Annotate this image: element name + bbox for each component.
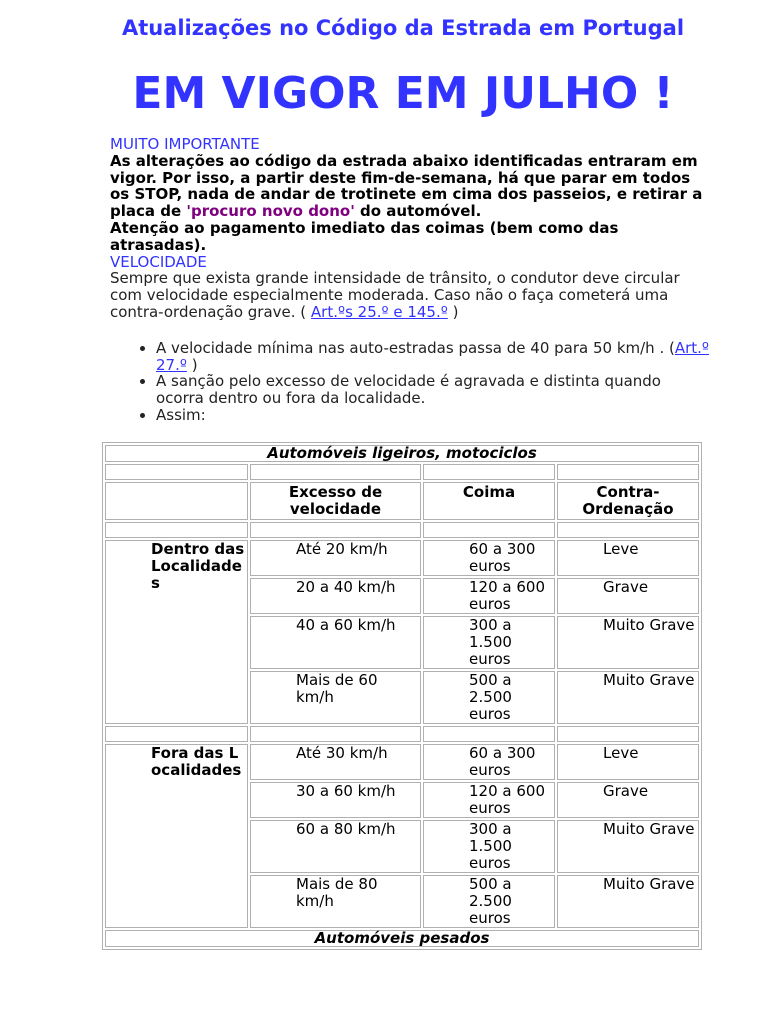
list-item (156, 340, 710, 374)
empty-cell (557, 726, 699, 742)
cell-coima: 60 a 300 euros (423, 744, 555, 780)
cell-excesso: Até 30 km/h (250, 744, 421, 780)
column-header-ordenacao: Contra-Ordenação (557, 482, 699, 520)
cell-excesso: Mais de 80 km/h (250, 875, 421, 928)
region-label-fora: Fora das Localidades (105, 744, 248, 928)
list-item: • Assim: (156, 407, 710, 424)
velocidade-list (110, 340, 710, 424)
cell-excesso: Até 20 km/h (250, 540, 421, 576)
bullet1-text: A velocidade mínima nas auto-estradas passa de 40 para 50 km/h . ( (156, 338, 675, 357)
intro-quote: 'procuro novo dono' (186, 202, 355, 221)
article-link-25-145[interactable]: Art.ºs 25.º e 145.º (310, 302, 448, 321)
table-row (105, 540, 699, 576)
empty-cell (250, 464, 421, 480)
speed-fines-table (102, 442, 702, 950)
page-subtitle: Atualizações no Código da Estrada em Portugal (121, 16, 685, 40)
article-body (110, 136, 710, 424)
empty-cell (557, 464, 699, 480)
velocidade-heading: VELOCIDADE (110, 252, 207, 271)
intro-text-after-quote: do automóvel. (354, 202, 482, 221)
list-item: • A sanção pelo excesso de velocidade é agravada e distinta quando ocorra dentro ou fora da localidade. (156, 373, 710, 407)
empty-cell (423, 464, 555, 480)
empty-cell (105, 464, 248, 480)
cell-excesso: 60 a 80 km/h (250, 820, 421, 873)
cell-ordenacao: Grave (557, 782, 699, 818)
intro-paragraph-2: Atenção ao pagamento imediato das coimas (bem como das atrasadas). (110, 218, 619, 254)
page-headline: EM VIGOR EM JULHO ! (132, 68, 674, 119)
cell-ordenacao: Muito Grave (557, 671, 699, 724)
bullet1-after: ) (186, 355, 198, 374)
empty-cell (105, 726, 248, 742)
article-link-27[interactable]: Art.º 27.º (156, 338, 710, 374)
empty-cell (423, 522, 555, 538)
region-label-dentro: Dentro das Localidades (105, 540, 248, 724)
cell-ordenacao: Muito Grave (557, 616, 699, 669)
cell-excesso: 40 a 60 km/h (250, 616, 421, 669)
table-title: Automóveis ligeiros, motociclos (105, 445, 699, 462)
empty-cell (250, 726, 421, 742)
empty-cell (105, 482, 248, 520)
cell-excesso: 20 a 40 km/h (250, 578, 421, 614)
empty-cell (105, 522, 248, 538)
cell-ordenacao: Leve (557, 540, 699, 576)
cell-coima: 500 a 2.500 euros (423, 671, 555, 724)
velocidade-text-end: ) (447, 302, 459, 321)
cell-coima: 500 a 2.500 euros (423, 875, 555, 928)
cell-coima: 60 a 300 euros (423, 540, 555, 576)
empty-cell (250, 522, 421, 538)
cell-ordenacao: Muito Grave (557, 875, 699, 928)
cell-coima: 300 a 1.500 euros (423, 820, 555, 873)
cell-coima: 120 a 600 euros (423, 578, 555, 614)
table-row (105, 744, 699, 780)
cell-excesso: Mais de 60 km/h (250, 671, 421, 724)
cell-ordenacao: Leve (557, 744, 699, 780)
intro-text-before-quote: As alterações ao código da estrada abaixo identificadas entraram em vigor. Por isso, a partir deste fim-de-semana, há que parar em todos os STOP, nada de andar de trotinete em cima dos passeios, e retirar a placa de (110, 151, 703, 221)
cell-coima: 120 a 600 euros (423, 782, 555, 818)
cell-coima: 300 a 1.500 euros (423, 616, 555, 669)
velocidade-text: Sempre que exista grande intensidade de trânsito, o condutor deve circular com velocidade especialmente moderada. Caso não o faça cometerá uma contra-ordenação grave. ( (110, 269, 680, 321)
cell-ordenacao: Muito Grave (557, 820, 699, 873)
cell-excesso: 30 a 60 km/h (250, 782, 421, 818)
cell-ordenacao: Grave (557, 578, 699, 614)
column-header-excesso: Excesso de velocidade (250, 482, 421, 520)
column-header-coima: Coima (423, 482, 555, 520)
intro-heading: MUITO IMPORTANTE (110, 135, 260, 153)
velocidade-paragraph (110, 270, 710, 320)
empty-cell (423, 726, 555, 742)
table-footer-title: Automóveis pesados (105, 930, 699, 947)
empty-cell (557, 522, 699, 538)
intro-paragraph (110, 153, 710, 220)
